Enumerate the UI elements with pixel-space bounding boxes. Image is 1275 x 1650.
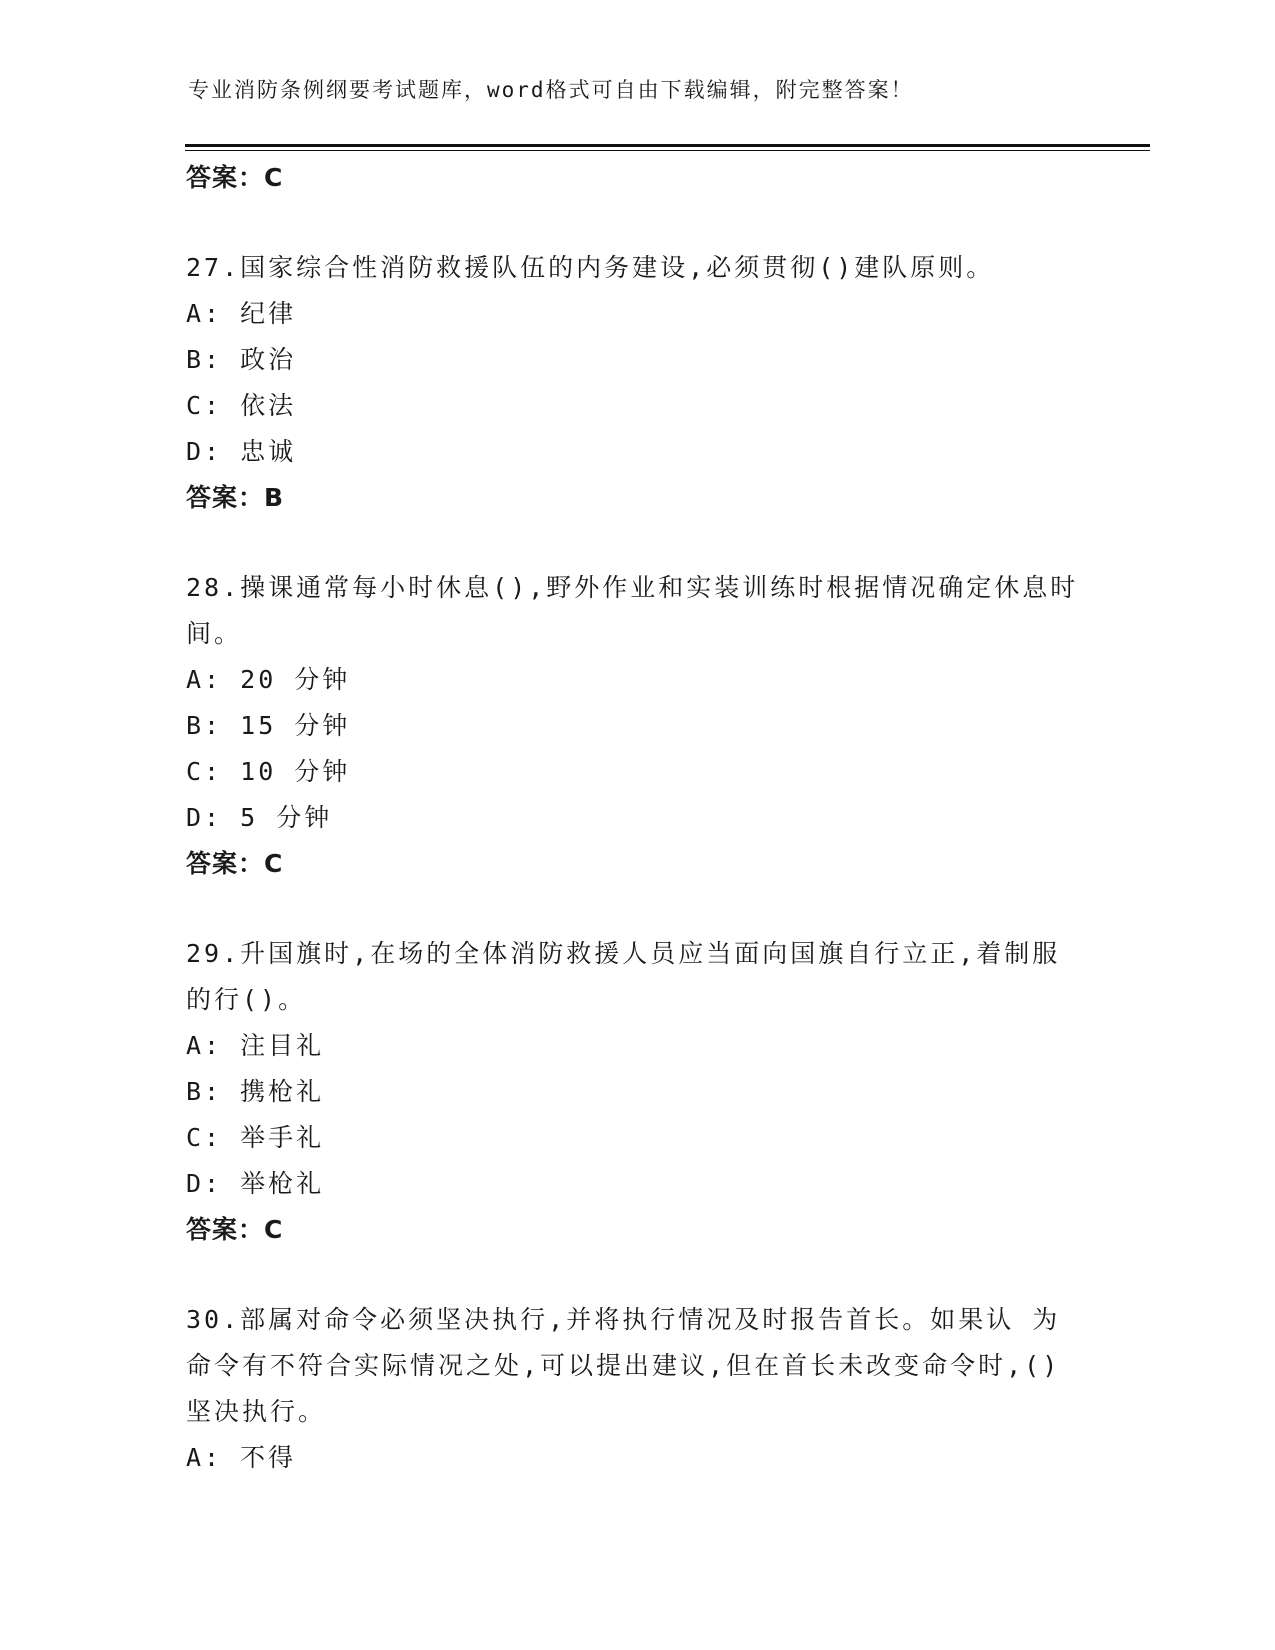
option-a: A: 注目礼 — [186, 1031, 325, 1060]
option-c: C: 举手礼 — [186, 1123, 325, 1152]
question-stem: 28.操课通常每小时休息(),野外作业和实装训练时根据情况确定休息时间。 — [186, 573, 1079, 648]
option-a: A: 纪律 — [186, 299, 297, 328]
option-a: A: 不得 — [186, 1443, 297, 1472]
answer-line: 答案：C — [186, 1215, 284, 1244]
option-a: A: 20 分钟 — [186, 665, 351, 694]
option-c: C: 10 分钟 — [186, 757, 351, 786]
option-b: B: 政治 — [186, 345, 297, 374]
option-b: B: 15 分钟 — [186, 711, 351, 740]
question-stem: 30.部属对命令必须坚决执行,并将执行情况及时报告首长。如果认 为命令有不符合实际情况之处,可以提出建议,但在首长未改变命令时,()坚决执行。 — [186, 1305, 1061, 1426]
option-d: D: 5 分钟 — [186, 803, 333, 832]
option-d: D: 举枪礼 — [186, 1169, 325, 1198]
answer-line: 答案：C — [186, 163, 284, 192]
question-block — [186, 1297, 1086, 1481]
option-d: D: 忠诚 — [186, 437, 297, 466]
header-rule-thin — [185, 150, 1150, 151]
question-stem: 29.升国旗时,在场的全体消防救援人员应当面向国旗自行立正,着制服的行()。 — [186, 939, 1061, 1014]
question-block — [186, 245, 1086, 521]
header-rule-thick — [185, 144, 1150, 147]
question-stem: 27.国家综合性消防救援队伍的内务建设,必须贯彻()建队原则。 — [186, 253, 995, 282]
question-list — [186, 155, 1086, 1481]
answer-line: 答案：C — [186, 849, 284, 878]
answer-line: 答案：B — [186, 483, 285, 512]
question-block — [186, 565, 1086, 887]
option-c: C: 依法 — [186, 391, 297, 420]
page-header: 专业消防条例纲要考试题库，word格式可自由下载编辑，附完整答案！ — [188, 78, 914, 102]
question-block — [186, 931, 1086, 1253]
option-b: B: 携枪礼 — [186, 1077, 325, 1106]
